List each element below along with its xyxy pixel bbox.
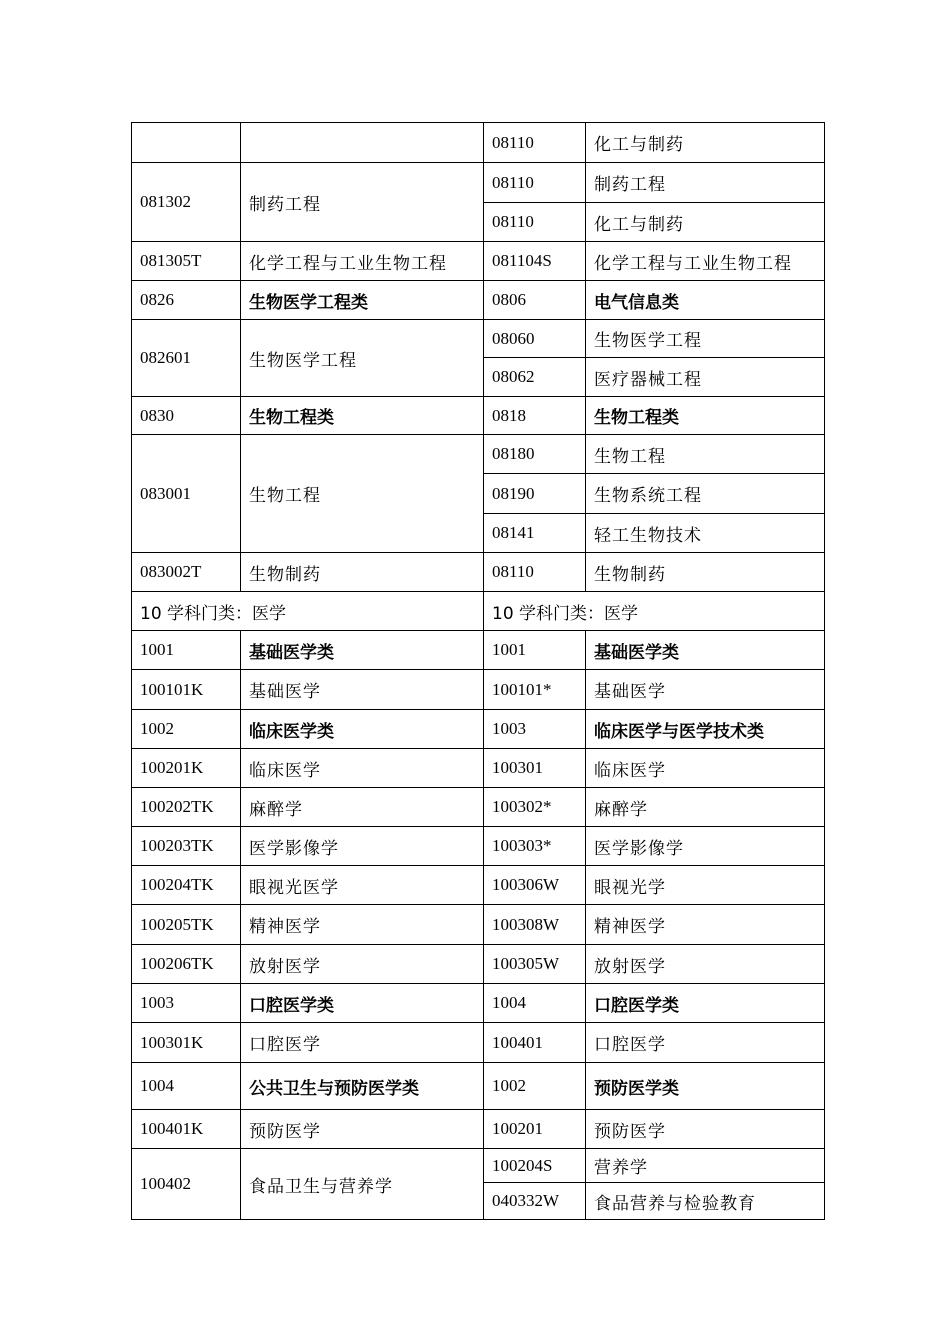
name-cell: 营养学 [586, 1149, 825, 1183]
code-cell: 1002 [132, 710, 241, 749]
code-cell: 0818 [484, 397, 586, 435]
table-row [132, 1063, 825, 1110]
table-row [132, 281, 825, 320]
code-cell: 100401K [132, 1110, 241, 1149]
name-cell: 精神医学 [586, 905, 825, 945]
code-cell: 081104S [484, 242, 586, 281]
code-cell: 082601 [132, 320, 241, 397]
table-row [132, 592, 825, 631]
table-row [132, 553, 825, 592]
name-cell: 临床医学 [586, 749, 825, 788]
table-row [132, 749, 825, 788]
code-cell: 08062 [484, 358, 586, 397]
code-cell: 1003 [484, 710, 586, 749]
name-cell: 眼视光学 [586, 866, 825, 905]
code-cell: 100308W [484, 905, 586, 945]
code-cell: 081305T [132, 242, 241, 281]
code-cell: 0806 [484, 281, 586, 320]
code-cell: 100306W [484, 866, 586, 905]
table-row [132, 866, 825, 905]
code-cell: 1004 [132, 1063, 241, 1110]
name-cell: 生物医学工程 [241, 320, 484, 397]
code-cell [132, 123, 241, 163]
code-cell: 100203TK [132, 827, 241, 866]
name-cell: 生物医学工程 [586, 320, 825, 358]
name-cell: 眼视光医学 [241, 866, 484, 905]
code-cell: 100201 [484, 1110, 586, 1149]
category-cell: 口腔医学类 [241, 984, 484, 1023]
table-row [132, 984, 825, 1023]
category-cell: 预防医学类 [586, 1063, 825, 1110]
name-cell: 基础医学 [586, 670, 825, 710]
table-row [132, 1023, 825, 1063]
code-cell: 0830 [132, 397, 241, 435]
category-cell: 口腔医学类 [586, 984, 825, 1023]
category-cell: 电气信息类 [586, 281, 825, 320]
name-cell: 医学影像学 [241, 827, 484, 866]
category-cell: 生物医学工程类 [241, 281, 484, 320]
code-cell: 08110 [484, 553, 586, 592]
name-cell: 化学工程与工业生物工程 [586, 242, 825, 281]
name-cell: 制药工程 [586, 163, 825, 203]
category-cell: 生物工程类 [586, 397, 825, 435]
code-cell: 081302 [132, 163, 241, 242]
name-cell: 化工与制药 [586, 203, 825, 242]
name-cell: 口腔医学 [586, 1023, 825, 1063]
table-row [132, 1149, 825, 1183]
name-cell: 食品卫生与营养学 [241, 1149, 484, 1220]
name-cell: 生物制药 [586, 553, 825, 592]
code-cell: 100303* [484, 827, 586, 866]
table-row [132, 945, 825, 984]
name-cell: 临床医学 [241, 749, 484, 788]
code-cell: 08180 [484, 435, 586, 474]
major-mapping-table-body [132, 123, 825, 1220]
table-row [132, 163, 825, 203]
name-cell: 化学工程与工业生物工程 [241, 242, 484, 281]
code-cell: 100205TK [132, 905, 241, 945]
table-row [132, 242, 825, 281]
category-cell: 临床医学类 [241, 710, 484, 749]
name-cell: 食品营养与检验教育 [586, 1183, 825, 1220]
name-cell: 生物制药 [241, 553, 484, 592]
code-cell: 100302* [484, 788, 586, 827]
code-cell: 100402 [132, 1149, 241, 1220]
section-header-cell: 10 学科门类：医学 [132, 592, 484, 631]
category-cell: 公共卫生与预防医学类 [241, 1063, 484, 1110]
code-cell: 1002 [484, 1063, 586, 1110]
name-cell: 麻醉学 [241, 788, 484, 827]
code-cell: 1004 [484, 984, 586, 1023]
code-cell: 08110 [484, 123, 586, 163]
code-cell: 100202TK [132, 788, 241, 827]
code-cell: 1001 [132, 631, 241, 670]
name-cell: 医疗器械工程 [586, 358, 825, 397]
code-cell: 083002T [132, 553, 241, 592]
code-cell: 100206TK [132, 945, 241, 984]
major-mapping-table [131, 122, 825, 1220]
table-row [132, 320, 825, 358]
table-row [132, 123, 825, 163]
name-cell: 轻工生物技术 [586, 514, 825, 553]
name-cell: 精神医学 [241, 905, 484, 945]
code-cell: 08060 [484, 320, 586, 358]
table-row [132, 397, 825, 435]
name-cell: 制药工程 [241, 163, 484, 242]
name-cell: 放射医学 [241, 945, 484, 984]
name-cell: 麻醉学 [586, 788, 825, 827]
code-cell: 08141 [484, 514, 586, 553]
category-cell: 临床医学与医学技术类 [586, 710, 825, 749]
table-row [132, 631, 825, 670]
code-cell: 08110 [484, 163, 586, 203]
name-cell: 生物工程 [241, 435, 484, 553]
code-cell: 100101K [132, 670, 241, 710]
category-cell: 基础医学类 [586, 631, 825, 670]
name-cell: 生物工程 [586, 435, 825, 474]
code-cell: 1001 [484, 631, 586, 670]
code-cell [241, 123, 484, 163]
name-cell: 医学影像学 [586, 827, 825, 866]
table-row [132, 905, 825, 945]
code-cell: 100305W [484, 945, 586, 984]
code-cell: 0826 [132, 281, 241, 320]
name-cell: 预防医学 [241, 1110, 484, 1149]
name-cell: 放射医学 [586, 945, 825, 984]
table-row [132, 1110, 825, 1149]
name-cell: 生物系统工程 [586, 474, 825, 514]
code-cell: 100301K [132, 1023, 241, 1063]
table-row [132, 827, 825, 866]
code-cell: 083001 [132, 435, 241, 553]
code-cell: 100204S [484, 1149, 586, 1183]
code-cell: 08110 [484, 203, 586, 242]
name-cell: 基础医学 [241, 670, 484, 710]
table-row [132, 788, 825, 827]
code-cell: 100401 [484, 1023, 586, 1063]
category-cell: 生物工程类 [241, 397, 484, 435]
code-cell: 1003 [132, 984, 241, 1023]
table-row [132, 435, 825, 474]
name-cell: 预防医学 [586, 1110, 825, 1149]
section-header-cell: 10 学科门类：医学 [484, 592, 825, 631]
code-cell: 100101* [484, 670, 586, 710]
code-cell: 100201K [132, 749, 241, 788]
table-row [132, 710, 825, 749]
code-cell: 08190 [484, 474, 586, 514]
table-row [132, 670, 825, 710]
code-cell: 100301 [484, 749, 586, 788]
code-cell: 040332W [484, 1183, 586, 1220]
name-cell: 化工与制药 [586, 123, 825, 163]
category-cell: 基础医学类 [241, 631, 484, 670]
code-cell: 100204TK [132, 866, 241, 905]
name-cell: 口腔医学 [241, 1023, 484, 1063]
